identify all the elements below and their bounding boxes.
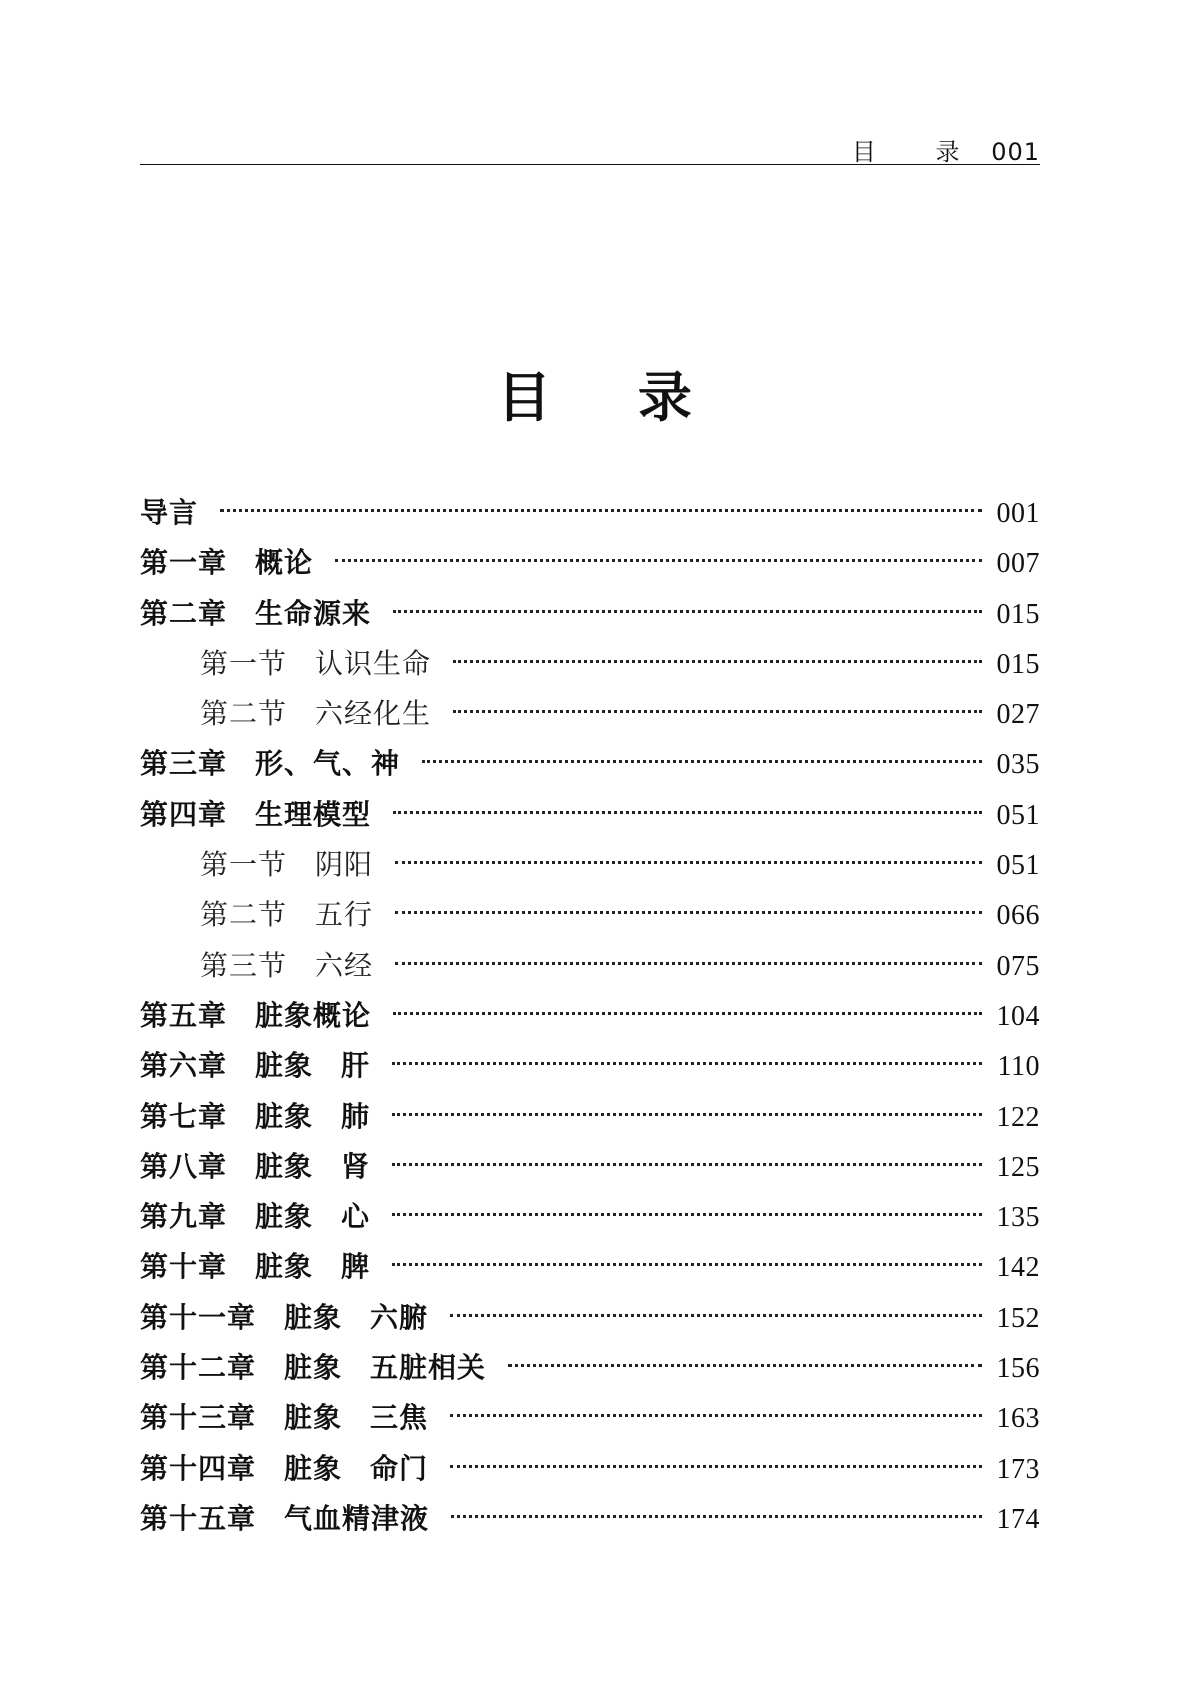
toc-chapter-entry[interactable] — [140, 488, 1040, 538]
toc-chapter-entry[interactable] — [140, 1041, 1040, 1091]
running-header-page-number: 001 — [991, 138, 1040, 166]
dot-leader — [450, 1314, 982, 1317]
toc-entry-title: 概论 — [255, 546, 314, 580]
toc-section-entry[interactable] — [140, 941, 1040, 991]
toc-chapter-entry[interactable] — [140, 1343, 1040, 1393]
toc-entry-number: 第五章 — [140, 998, 228, 1032]
toc-entry-title: 脏象 — [255, 1200, 314, 1234]
toc-chapter-entry[interactable] — [140, 1293, 1040, 1343]
toc-entry-subtitle: 心 — [341, 1200, 371, 1234]
toc-entry-label — [140, 1192, 370, 1242]
toc-entry-page-number: 173 — [996, 1453, 1040, 1485]
toc-entry-label — [140, 589, 371, 639]
toc-entry-page-number: 066 — [996, 900, 1040, 932]
toc-chapter-entry[interactable] — [140, 991, 1040, 1041]
toc-entry-number: 第一章 — [140, 546, 228, 580]
toc-section-entry[interactable] — [140, 689, 1040, 739]
dot-leader — [451, 1515, 982, 1518]
toc-entry-number: 第一节 — [200, 646, 288, 680]
toc-section-entry[interactable] — [140, 639, 1040, 689]
toc-entry-number: 第九章 — [140, 1200, 228, 1234]
toc-entry-label — [140, 1293, 428, 1343]
dot-leader — [335, 559, 982, 562]
toc-entry-title: 认识生命 — [315, 646, 432, 680]
toc-chapter-entry[interactable] — [140, 739, 1040, 789]
toc-entry-label — [200, 941, 373, 991]
toc-entry-title: 脏象 — [255, 1149, 314, 1183]
dot-leader — [395, 911, 982, 914]
toc-chapter-entry[interactable] — [140, 790, 1040, 840]
toc-entry-subtitle: 三焦 — [370, 1401, 429, 1435]
dot-leader — [453, 660, 982, 663]
toc-entry-title: 生理模型 — [255, 797, 372, 831]
toc-entry-title: 脏象 — [284, 1451, 343, 1485]
toc-entry-number: 第八章 — [140, 1149, 228, 1183]
toc-chapter-entry[interactable] — [140, 589, 1040, 639]
dot-leader — [392, 1163, 982, 1166]
toc-entry-label — [140, 739, 400, 789]
toc-entry-subtitle: 肝 — [341, 1049, 371, 1083]
toc-entry-subtitle: 肺 — [341, 1099, 371, 1133]
toc-entry-page-number: 007 — [996, 548, 1040, 580]
toc-entry-page-number: 075 — [996, 950, 1040, 982]
toc-entry-page-number: 135 — [996, 1202, 1040, 1234]
toc-entry-title: 脏象 — [284, 1401, 343, 1435]
toc-entry-title: 脏象概论 — [255, 998, 372, 1032]
dot-leader — [392, 1062, 982, 1065]
toc-entry-number: 第十二章 — [140, 1351, 257, 1385]
toc-entry-number: 第三章 — [140, 747, 228, 781]
toc-entry-title: 脏象 — [255, 1250, 314, 1284]
toc-entry-title: 脏象 — [284, 1351, 343, 1385]
running-header — [140, 128, 1040, 165]
dot-leader — [392, 1213, 982, 1216]
dot-leader — [392, 1263, 982, 1266]
toc-entry-subtitle: 命门 — [370, 1451, 429, 1485]
toc-entry-number: 第二节 — [200, 898, 288, 932]
toc-entry-page-number: 051 — [996, 850, 1040, 882]
toc-entry-page-number: 027 — [996, 699, 1040, 731]
toc-entry-number: 第十四章 — [140, 1451, 257, 1485]
toc-entry-number: 第一节 — [200, 848, 288, 882]
toc-entry-subtitle: 五脏相关 — [370, 1351, 487, 1385]
toc-chapter-entry[interactable] — [140, 1444, 1040, 1494]
toc-entry-title: 生命源来 — [255, 596, 372, 630]
toc-chapter-entry[interactable] — [140, 1494, 1040, 1544]
toc-entry-number: 第十一章 — [140, 1300, 257, 1334]
toc-entry-number: 第六章 — [140, 1049, 228, 1083]
toc-entry-number: 导言 — [140, 496, 199, 529]
dot-leader — [422, 760, 982, 763]
toc-entry-label — [140, 1041, 370, 1091]
toc-entry-title: 五行 — [315, 898, 374, 932]
toc-entry-page-number: 156 — [996, 1353, 1040, 1385]
running-header-title: 目 录 — [851, 138, 986, 166]
toc-entry-label — [140, 488, 198, 538]
toc-entry-title: 六经化生 — [315, 697, 432, 731]
toc-entry-page-number: 122 — [996, 1101, 1040, 1133]
toc-chapter-entry[interactable] — [140, 538, 1040, 588]
toc-entry-subtitle: 脾 — [341, 1250, 371, 1284]
dot-leader — [392, 1113, 982, 1116]
toc-entry-label — [200, 639, 431, 689]
toc-entry-title: 阴阳 — [315, 848, 374, 882]
toc-chapter-entry[interactable] — [140, 1142, 1040, 1192]
toc-entry-label — [140, 1242, 370, 1292]
toc-entry-page-number: 001 — [996, 498, 1040, 529]
toc-entry-page-number: 015 — [996, 598, 1040, 630]
toc-entry-page-number: 051 — [996, 799, 1040, 831]
toc-entry-number: 第四章 — [140, 797, 228, 831]
toc-entry-label — [140, 790, 371, 840]
toc-entry-label — [140, 1444, 428, 1494]
toc-entry-label — [140, 1494, 429, 1544]
toc-entry-title: 形、气、神 — [255, 747, 401, 781]
toc-entry-label — [140, 1142, 370, 1192]
toc-entry-title: 六经 — [315, 948, 374, 982]
dot-leader — [453, 710, 982, 713]
toc-list — [140, 488, 1040, 1544]
dot-leader — [395, 861, 982, 864]
toc-entry-page-number: 152 — [996, 1302, 1040, 1334]
toc-entry-number: 第十五章 — [140, 1501, 257, 1535]
toc-entry-page-number: 125 — [996, 1151, 1040, 1183]
toc-section-entry[interactable] — [140, 890, 1040, 940]
toc-entry-page-number: 104 — [996, 1000, 1040, 1032]
toc-heading: 目 录 — [497, 366, 726, 429]
toc-entry-number: 第十章 — [140, 1250, 228, 1284]
toc-entry-page-number: 035 — [996, 749, 1040, 781]
toc-chapter-entry[interactable] — [140, 1393, 1040, 1443]
toc-chapter-entry[interactable] — [140, 1242, 1040, 1292]
toc-entry-title: 脏象 — [284, 1300, 343, 1334]
dot-leader — [508, 1364, 982, 1367]
toc-entry-number: 第十三章 — [140, 1401, 257, 1435]
toc-entry-title: 脏象 — [255, 1049, 314, 1083]
dot-leader — [395, 962, 982, 965]
toc-entry-label — [140, 538, 313, 588]
dot-leader — [393, 811, 982, 814]
running-header-text — [852, 132, 1040, 167]
toc-entry-number: 第七章 — [140, 1099, 228, 1133]
toc-entry-subtitle: 肾 — [341, 1149, 371, 1183]
toc-chapter-entry[interactable] — [140, 1092, 1040, 1142]
toc-entry-number: 第三节 — [200, 948, 288, 982]
toc-entry-label — [200, 890, 373, 940]
dot-leader — [450, 1465, 982, 1468]
toc-entry-page-number: 015 — [996, 648, 1040, 680]
dot-leader — [393, 1012, 982, 1015]
toc-entry-label — [140, 1393, 428, 1443]
dot-leader — [450, 1414, 982, 1417]
toc-entry-page-number: 174 — [996, 1503, 1040, 1535]
toc-entry-page-number: 110 — [997, 1051, 1040, 1083]
toc-entry-subtitle: 六腑 — [370, 1300, 429, 1334]
toc-section-entry[interactable] — [140, 840, 1040, 890]
dot-leader — [220, 509, 982, 512]
toc-chapter-entry[interactable] — [140, 1192, 1040, 1242]
toc-entry-page-number: 163 — [996, 1403, 1040, 1435]
toc-entry-number: 第二节 — [200, 697, 288, 731]
toc-entry-label — [200, 840, 373, 890]
toc-entry-label — [200, 689, 431, 739]
toc-entry-label — [140, 1092, 370, 1142]
toc-entry-title: 气血精津液 — [284, 1501, 430, 1535]
toc-entry-page-number: 142 — [996, 1252, 1040, 1284]
dot-leader — [393, 610, 982, 613]
toc-entry-label — [140, 1343, 486, 1393]
toc-entry-title: 脏象 — [255, 1099, 314, 1133]
toc-entry-number: 第二章 — [140, 596, 228, 630]
toc-entry-label — [140, 991, 371, 1041]
